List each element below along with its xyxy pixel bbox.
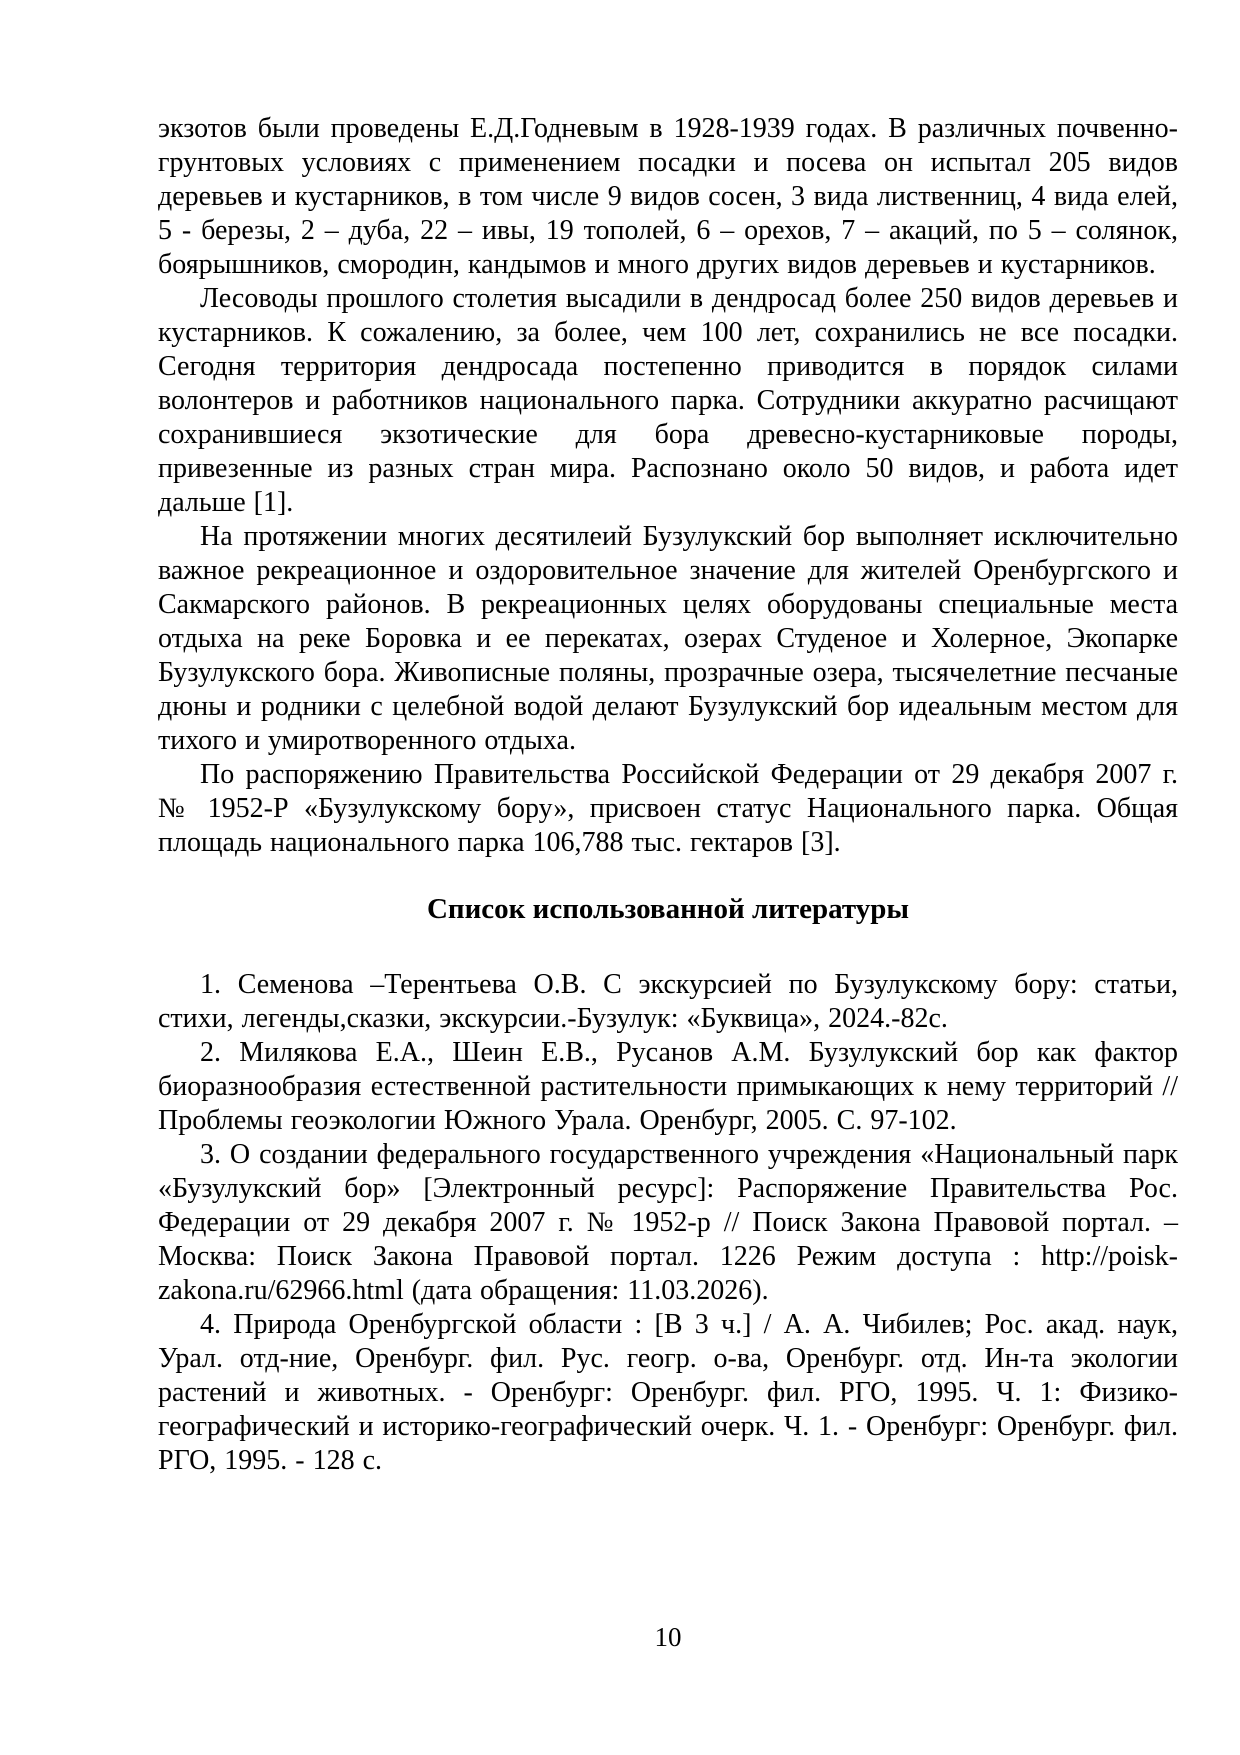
text-block	[158, 112, 1178, 1478]
body-paragraph-1: экзотов были проведены Е.Д.Годневым в 1928-1939 годах. В различных почвенно-грунтовых условиях с применением посадки и посева он испытал 205 видов деревьев и кустарников, в том числе 9 видов сосен, 3 вида лиственниц, 4 вида елей, 5 - березы, 2 – дуба, 22 – ивы, 19 тополей, 6 – орехов, 7 – акаций, по 5 – солянок, боярышников, смородин, кандымов и много других видов деревьев и кустарников.	[158, 113, 1178, 280]
body-paragraph-4: По распоряжению Правительства Российской Федерации от 29 декабря 2007 г. № 1952-Р «Бузулукскому бору», присвоен статус Национального парка. Общая площадь национального парка 106,788 тыс. гектаров [3].	[158, 759, 1178, 858]
references-heading: Список использованной литературы	[426, 893, 910, 925]
reference-item-4: 4. Природа Оренбургской области : [В 3 ч.] / А. А. Чибилев; Рос. акад. наук, Урал. отд-ние, Оренбург. фил. Рус. геогр. о-ва, Оренбург. отд. Ин-та экологии растений и животных. - Оренбург: Оренбург. фил. РГО, 1995. Ч. 1: Физико-географический и историко-географический очерк. Ч. 1. - Оренбург: Оренбург. фил. РГО, 1995. - 128 с.	[158, 1309, 1178, 1476]
page-number: 10	[654, 1622, 682, 1652]
body-paragraph-2: Лесоводы прошлого столетия высадили в дендросад более 250 видов деревьев и кустарников. К сожалению, за более, чем 100 лет, сохранились не все посадки. Сегодня территория дендросада постепенно приводится в порядок силами волонтеров и работников национального парка. Сотрудники аккуратно расчищают сохранившиеся экзотические для бора древесно-кустарниковые породы, привезенные из разных стран мира. Распознано около 50 видов, и работа идет дальше [1].	[158, 283, 1178, 518]
reference-item-2: 2. Милякова Е.А., Шеин Е.В., Русанов А.М. Бузулукский бор как фактор биоразнообразия естественной растительности примыкающих к нему территорий // Проблемы геоэкологии Южного Урала. Оренбург, 2005. С. 97-102.	[158, 1037, 1178, 1136]
body-paragraph-3: На протяжении многих десятилеий Бузулукский бор выполняет исключительно важное рекреационное и оздоровительное значение для жителей Оренбургского и Сакмарского районов. В рекреационных целях оборудованы специальные места отдыха на реке Боровка и ее перекатах, озерах Студеное и Холерное, Экопарке Бузулукского бора. Живописные поляны, прозрачные озера, тысячелетние песчаные дюны и родники с целебной водой делают Бузулукский бор идеальным местом для тихого и умиротворенного отдыха.	[158, 521, 1178, 756]
reference-item-1: 1. Семенова –Терентьева О.В. С экскурсией по Бузулукскому бору: статьи, стихи, легенды,сказки, экскурсии.-Бузулук: «Буквица», 2024.-82с.	[158, 969, 1178, 1034]
reference-item-3: 3. О создании федерального государственного учреждения «Национальный парк «Бузулукский бор» [Электронный ресурс]: Распоряжение Правительства Рос. Федерации от 29 декабря 2007 г. № 1952-р // Поиск Закона Правовой портал. – Москва: Поиск Закона Правовой портал. 1226 Режим доступа : http://poisk-zakona.ru/62966.html (дата обращения: 11.03.2026).	[158, 1139, 1178, 1306]
